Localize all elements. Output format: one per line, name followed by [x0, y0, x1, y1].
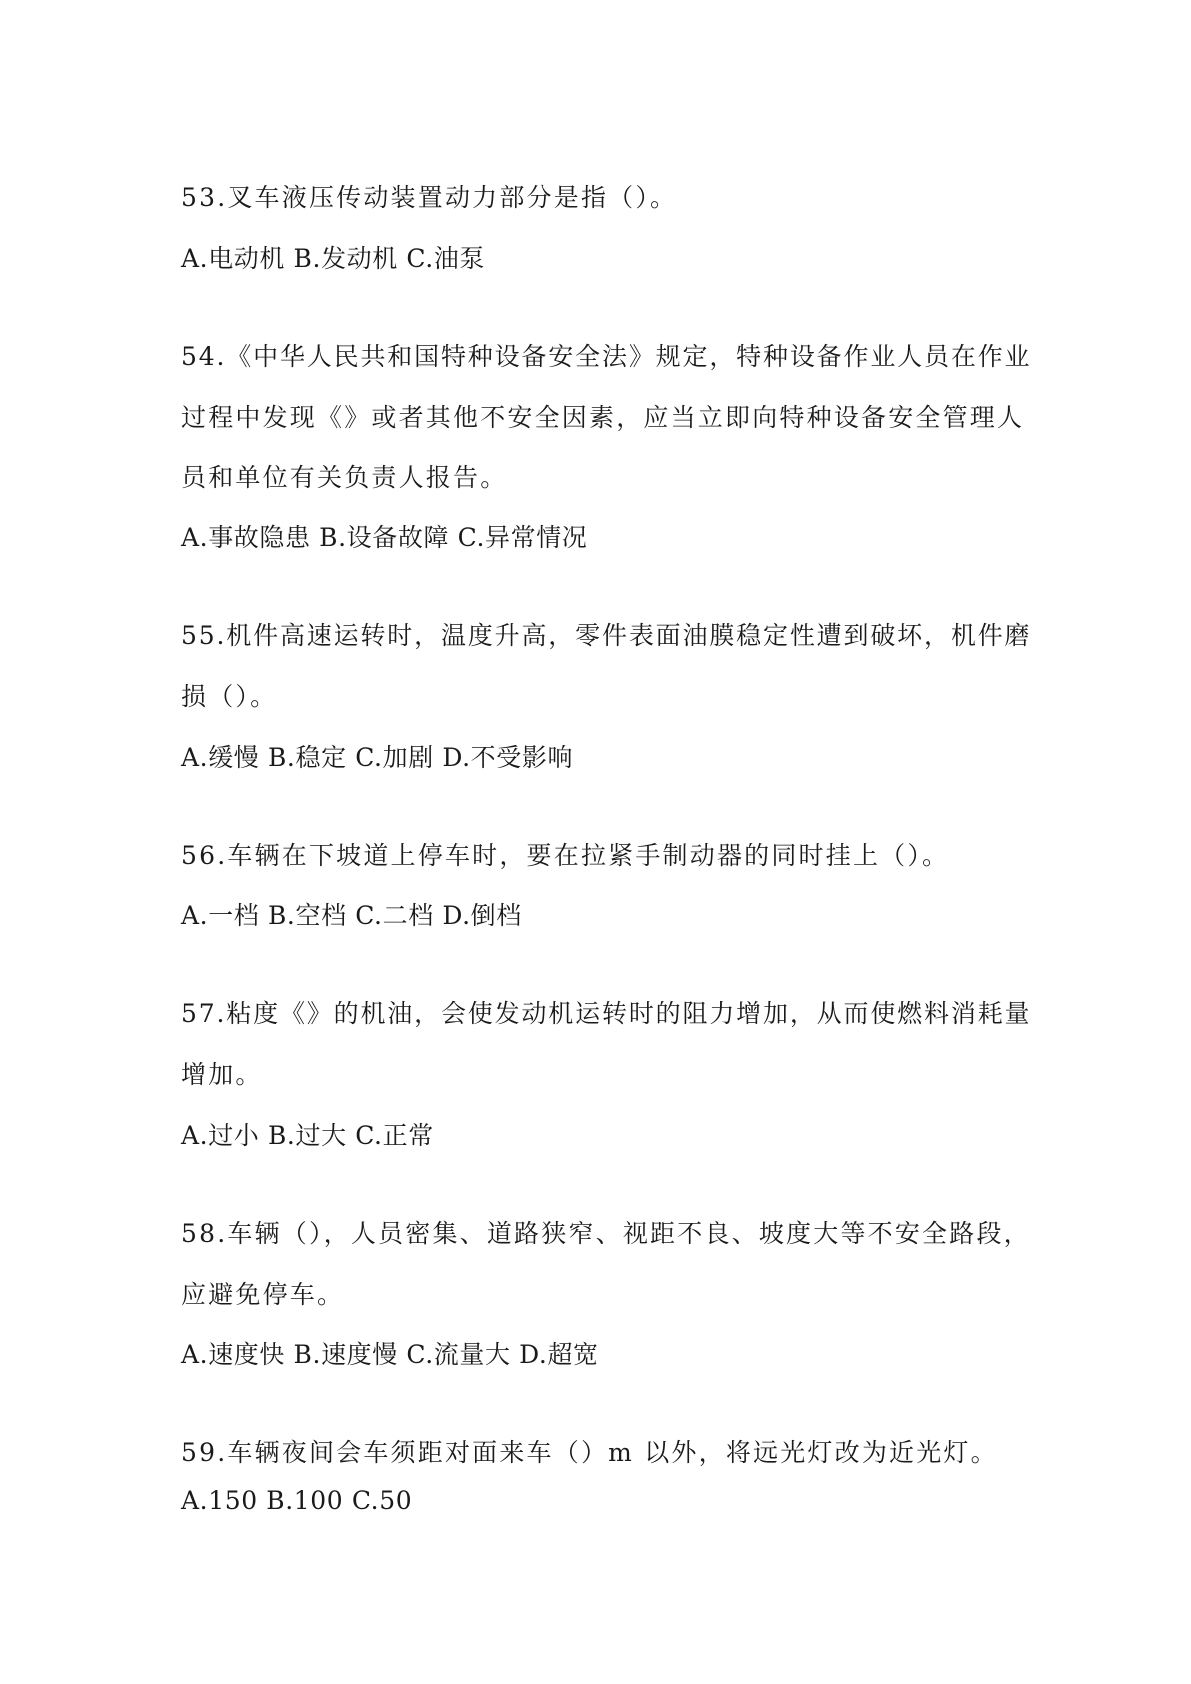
- question-59-options: A.150 B.100 C.50: [181, 1486, 413, 1515]
- question-56-line-1: 56.车辆在下坡道上停车时，要在拉紧手制动器的同时挂上（）。: [181, 841, 950, 870]
- question-54-line-3: 员和单位有关负责人报告。: [181, 463, 508, 492]
- question-54-line-1: 54.《中华人民共和国特种设备安全法》规定，特种设备作业人员在作业: [181, 342, 1032, 371]
- question-58-line-2: 应避免停车。: [181, 1280, 345, 1309]
- question-55-line-1: 55.机件高速运转时，温度升高，零件表面油膜稳定性遭到破坏，机件磨: [181, 621, 1032, 650]
- question-57-options: A.过小 B.过大 C.正常: [181, 1121, 434, 1150]
- question-58-line-1: 58.车辆（），人员密集、道路狭窄、视距不良、坡度大等不安全路段，: [181, 1219, 1031, 1248]
- question-54-options: A.事故隐患 B.设备故障 C.异常情况: [181, 523, 588, 552]
- question-55-line-2: 损（）。: [181, 682, 278, 711]
- question-53-options: A.电动机 B.发动机 C.油泵: [181, 244, 485, 273]
- question-55-options: A.缓慢 B.稳定 C.加剧 D.不受影响: [181, 743, 574, 772]
- question-54-line-2: 过程中发现《》或者其他不安全因素，应当立即向特种设备安全管理人: [181, 403, 1025, 432]
- question-56-options: A.一档 B.空档 C.二档 D.倒档: [181, 901, 522, 930]
- question-57-line-2: 增加。: [181, 1060, 263, 1089]
- question-59-line-1: 59.车辆夜间会车须距对面来车（）m 以外，将远光灯改为近光灯。: [181, 1438, 998, 1467]
- question-58-options: A.速度快 B.速度慢 C.流量大 D.超宽: [181, 1340, 599, 1369]
- question-57-line-1: 57.粘度《》的机油，会使发动机运转时的阻力增加，从而使燃料消耗量: [181, 999, 1032, 1028]
- question-53-line-1: 53.叉车液压传动装置动力部分是指（）。: [181, 183, 678, 212]
